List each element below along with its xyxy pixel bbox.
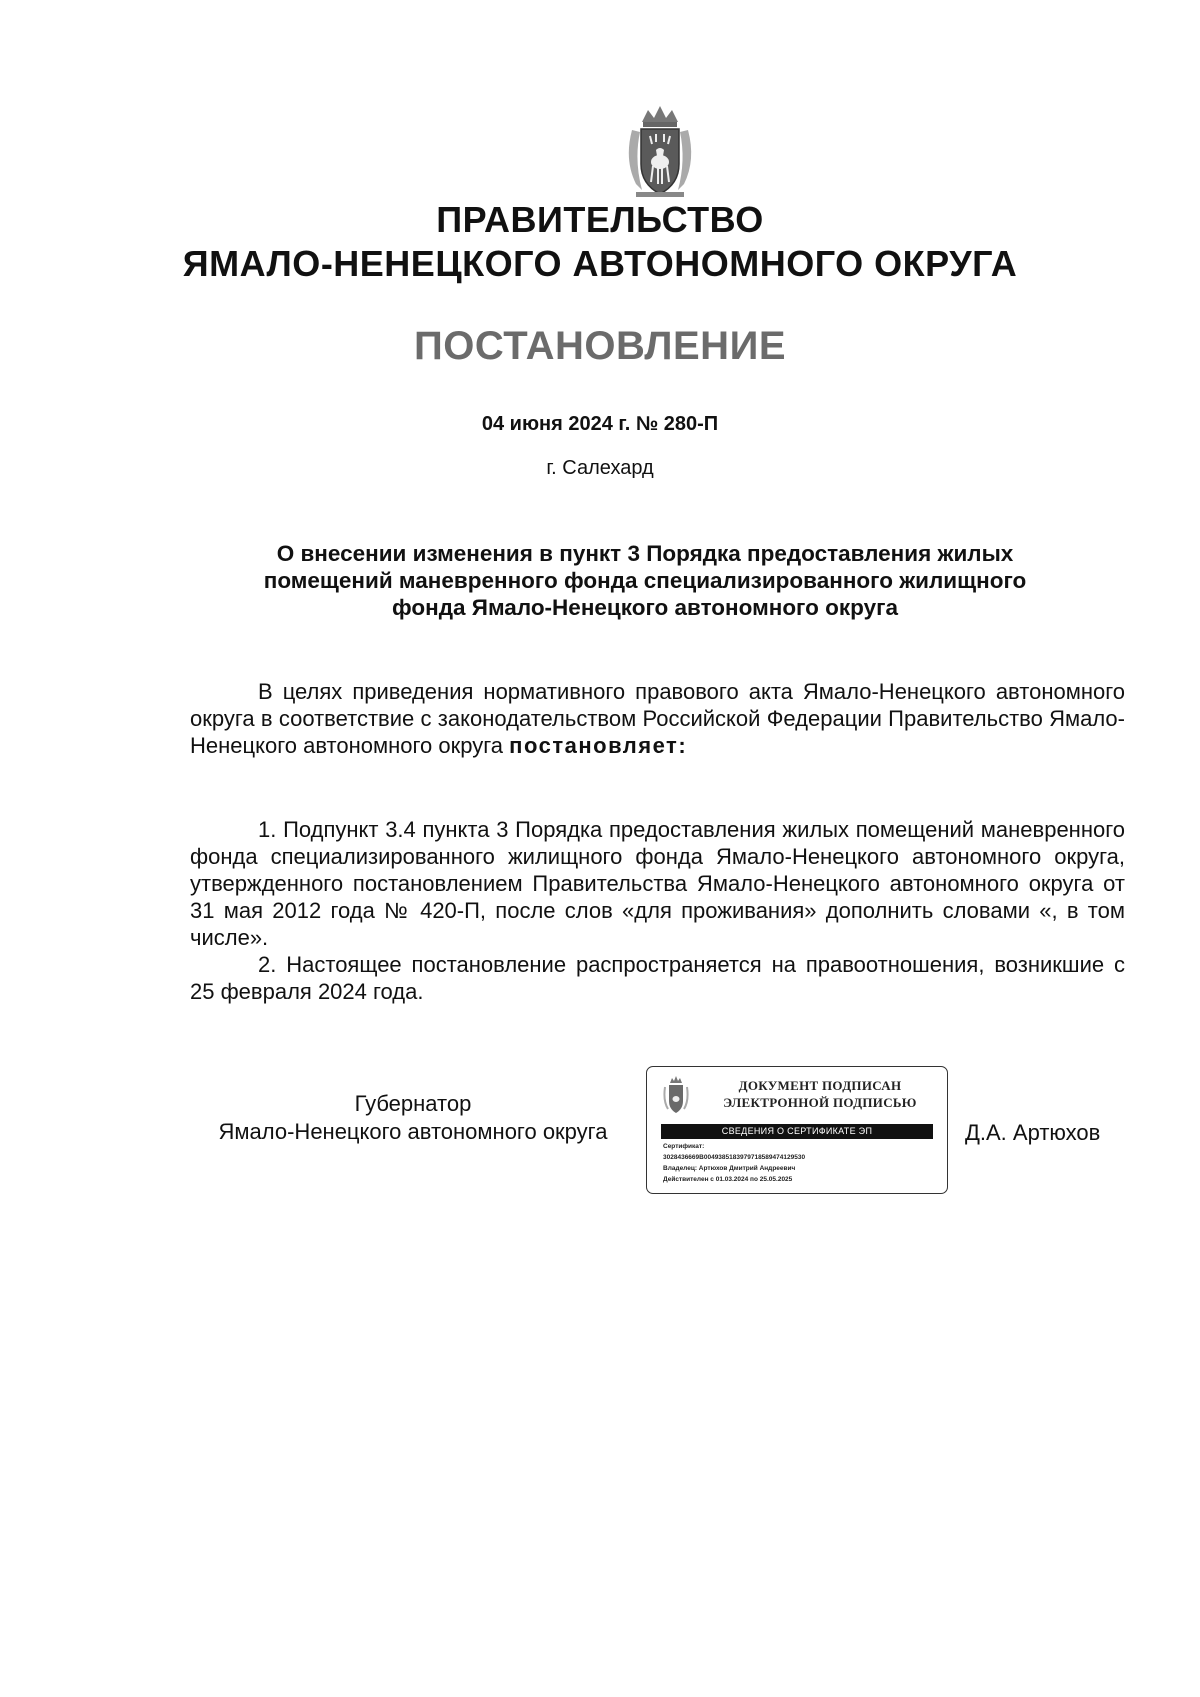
decree-item-1: 1. Подпункт 3.4 пункта 3 Порядка предоставления жилых помещений маневренного фонда специализированного жилищного фонда Ямало-Ненецкого автономного округа, утвержденного постановлением Правительства Ямало-Ненецкого автономного округа от 31 мая 2012 года № 420-П, после слов «для проживания» дополнить словами «, в том числе». [190, 817, 1125, 950]
subject-line2: помещений маневренного фонда специализированного жилищного [263, 568, 1027, 593]
stamp-certificate-label: Сертификат: [663, 1143, 705, 1150]
government-title-line2: ЯМАЛО-НЕНЕЦКОГО АВТОНОМНОГО ОКРУГА [182, 243, 1018, 284]
electronic-signature-stamp [646, 1066, 948, 1194]
stamp-owner: Владелец: Артюхов Дмитрий Андреевич [663, 1165, 796, 1172]
preamble-text: В целях приведения нормативного правового акта Ямало-Ненецкого автономного округа в соответствие с законодательством Российской Федерации Правительство Ямало-Ненецкого автономного округа [190, 679, 1125, 758]
stamp-title-line2: ЭЛЕКТРОННОЙ ПОДПИСЬЮ [723, 1095, 917, 1110]
decree-items [190, 816, 1125, 1005]
stamp-certificate-number: 3028436669B0049385183979718589474129530 [663, 1154, 806, 1161]
document-city: г. Салехард [546, 457, 654, 479]
stamp-certificate-details [663, 1141, 937, 1185]
stamp-emblem-icon [663, 1075, 689, 1115]
signatory-position-line1: Губернатор [354, 1091, 472, 1116]
preamble [190, 678, 1125, 759]
document-subject [190, 540, 1100, 621]
stamp-title-line1: ДОКУМЕНТ ПОДПИСАН [738, 1078, 902, 1093]
coat-of-arms-icon [622, 100, 698, 200]
subject-line1: О внесении изменения в пункт 3 Порядка предоставления жилых [276, 541, 1014, 566]
government-title-line1: ПРАВИТЕЛЬСТВО [436, 199, 764, 240]
government-title [0, 198, 1200, 286]
document-type: ПОСТАНОВЛЕНИЕ [413, 324, 786, 368]
signatory-name: Д.А. Артюхов [965, 1120, 1101, 1145]
document-date-number: 04 июня 2024 г. № 280-П [481, 413, 719, 435]
signatory-position-line2: Ямало-Ненецкого автономного округа [218, 1119, 608, 1144]
stamp-certificate-bar: СВЕДЕНИЯ О СЕРТИФИКАТЕ ЭП [661, 1124, 933, 1139]
decree-word: постановляет: [509, 733, 688, 758]
subject-line3: фонда Ямало-Ненецкого автономного округа [392, 595, 898, 620]
signatory-position [188, 1090, 638, 1146]
decree-item-2: 2. Настоящее постановление распространяется на правоотношения, возникшие с 25 февраля 2024 года. [190, 952, 1125, 1004]
stamp-title [701, 1077, 939, 1111]
stamp-validity: Действителен с 01.03.2024 по 25.05.2025 [663, 1176, 793, 1183]
